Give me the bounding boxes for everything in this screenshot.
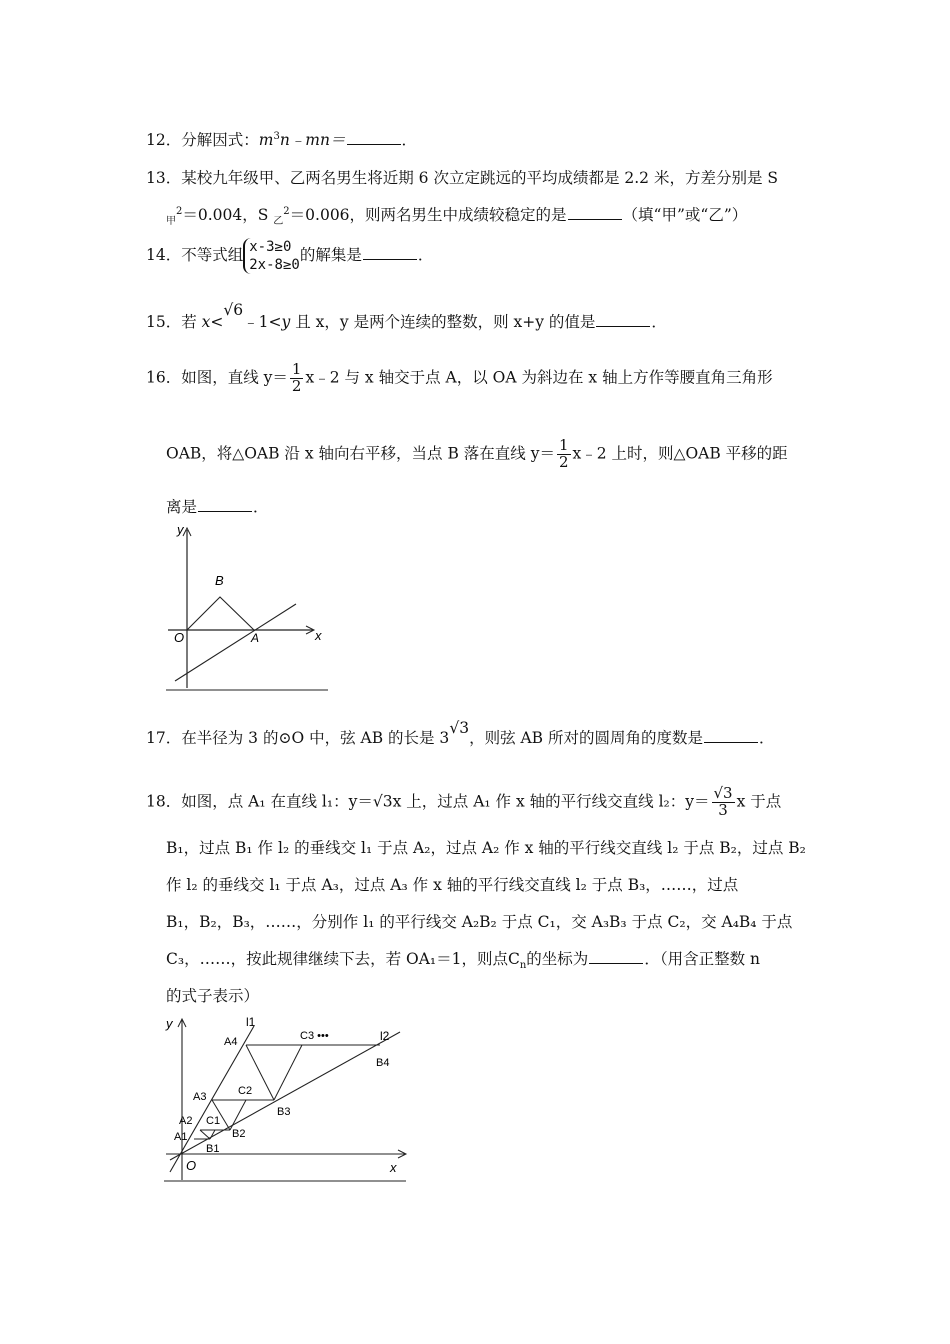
q18-perp-b1a2 [200, 1130, 210, 1139]
q16-line2-b: x﹣2 上时，则△OAB 平移的距 [572, 444, 788, 463]
q15-text-b: ﹣1< [243, 313, 282, 331]
q14-ineq1: x-3≥0 [249, 239, 292, 255]
question-12 [146, 128, 417, 150]
q15-y: y [281, 313, 291, 331]
q16-label-b: B [215, 573, 224, 588]
q17-text-a: 在半径为 3 的⊙O 中，弦 AB 的长是 3 [181, 729, 450, 747]
q12-exp: 3 [273, 130, 280, 142]
q18-par-b1c1 [210, 1130, 215, 1139]
q18-par-b2c2 [230, 1100, 246, 1130]
question-13-line2 [166, 203, 747, 227]
q15-lt: < [210, 313, 224, 331]
q15-sqrt: √6 [223, 301, 244, 319]
question-17 [146, 719, 775, 748]
q18-label-b1: B1 [206, 1143, 220, 1155]
q16-fraction-2 [557, 438, 571, 471]
q17-number: 17． [146, 729, 182, 747]
question-16-line1 [146, 362, 773, 395]
q18-par-b3c3 [274, 1045, 302, 1100]
q12-expr: n﹣mn＝ [279, 131, 346, 149]
question-18-line6: 的式子表示） [166, 987, 260, 1005]
q18-label-y: y [166, 1016, 173, 1031]
q12-number: 12． [146, 131, 182, 149]
q16-line3: 离是 [166, 498, 198, 516]
question-15 [146, 301, 667, 332]
question-16-line2 [166, 438, 788, 471]
q14-end: ． [417, 246, 434, 265]
q18-label-l1: l1 [246, 1015, 256, 1029]
q15-end: ． [651, 313, 667, 331]
q16-label-y: y [177, 522, 184, 537]
q16-fraction [290, 362, 304, 395]
q15-number: 15． [146, 313, 182, 331]
q15-text-c: 且 x，y 是两个连续的整数，则 x+y 的值是 [290, 313, 596, 331]
q18-line1-b: x 上，过点 A₁ 作 x 轴的平行线交直线 l₂：y＝ [392, 792, 710, 811]
q12-m: m [258, 131, 274, 149]
q18-label-c3: C3 ••• [300, 1030, 329, 1042]
q13-end: （填“甲”或“乙”） [622, 206, 748, 224]
q18-line1-c: x 于点 [736, 792, 782, 811]
q17-text-b: ，则弦 AB 所对的圆周角的度数是 [469, 729, 704, 747]
q18-label-c1: C1 [206, 1115, 221, 1127]
q12-end: ． [401, 131, 418, 149]
q16-line1-b: x﹣2 与 x 轴交于点 A，以 OA 为斜边在 x 轴上方作等腰直角三角形 [305, 368, 773, 387]
q13-sub-jia: 甲 [166, 216, 176, 228]
q14-ineq2: 2x-8≥0 [249, 257, 300, 274]
q16-label-o: O [174, 630, 185, 645]
q18-label-a4: A4 [224, 1036, 238, 1048]
q18-frac-den: 3 [718, 800, 728, 819]
q16-label-x: x [315, 628, 322, 643]
q18-line5-b: 的坐标为 [526, 950, 589, 968]
q16-frac-num: 1 [291, 360, 302, 378]
q13-sup-b: 2 [283, 205, 290, 217]
q18-label-b3: B3 [277, 1106, 291, 1118]
q18-label-o: O [186, 1158, 197, 1173]
question-18-line4: B₁，B₂，B₃，……，分别作 l₁ 的平行线交 A₂B₂ 于点 C₁，交 A₃B₃ 于点 C₂，交 A₄B₄ 于点 [166, 913, 793, 931]
q14-inequality-system [243, 238, 300, 274]
q18-answer-blank[interactable] [589, 962, 643, 964]
q16-frac2-num: 1 [558, 436, 569, 454]
q16-frac2-den: 2 [558, 452, 569, 471]
q14-text-b: 的解集是 [299, 246, 362, 265]
q18-frac-num: √3 [713, 784, 733, 802]
question-18-line5 [166, 947, 760, 971]
q18-label-a3: A3 [193, 1091, 207, 1103]
q13-line1: 某校九年级甲、乙两名男生将近期 6 次立定跳远的平均成绩都是 2.2 米，方差分别是 S [181, 169, 779, 187]
q18-sqrt3: √3 [372, 792, 393, 811]
q15-x: x [201, 313, 211, 331]
q16-number: 16． [146, 368, 182, 387]
q18-fraction [712, 786, 735, 819]
q18-label-b4: B4 [376, 1057, 390, 1069]
q13-number: 13． [146, 169, 182, 187]
q13-sub-yi: 乙 [273, 216, 284, 228]
q17-sqrt: √3 [449, 719, 470, 737]
q18-line1-a: 如图，点 A₁ 在直线 l₁：y＝ [181, 792, 373, 811]
q16-triangle [187, 597, 254, 630]
q13-v-jia: ＝0.004，S [182, 206, 274, 224]
q18-label-l2: l2 [380, 1029, 390, 1043]
q18-label-a1: A1 [174, 1131, 188, 1143]
question-13-line1 [146, 166, 778, 188]
question-18-line1 [146, 786, 781, 819]
q18-line5-sub: n [519, 960, 527, 972]
q16-line-graph [175, 604, 296, 681]
question-14 [146, 238, 433, 274]
question-16-line3 [166, 495, 269, 517]
q14-answer-blank[interactable] [363, 258, 417, 260]
q18-label-a2: A2 [179, 1115, 193, 1127]
q14-number: 14． [146, 246, 182, 265]
q16-answer-blank[interactable] [198, 510, 252, 512]
q13-sup: 2 [176, 205, 183, 217]
q17-answer-blank[interactable] [704, 741, 758, 743]
q18-label-x: x [390, 1160, 397, 1175]
question-18-line3: 作 l₂ 的垂线交 l₁ 于点 A₃，过点 A₃ 作 x 轴的平行线交直线 l₂ 于点 B₃，……，过点 [166, 876, 739, 894]
q16-frac-den: 2 [291, 376, 302, 395]
question-18-line2: B₁，过点 B₁ 作 l₂ 的垂线交 l₁ 于点 A₂，过点 A₂ 作 x 轴的平行线交直线 l₂ 于点 B₂，过点 B₂ [166, 839, 806, 857]
q18-label-c2: C2 [238, 1085, 253, 1097]
q15-text: 若 [181, 313, 202, 331]
q17-end: ． [759, 729, 775, 747]
q16-line1-a: 如图，直线 y＝ [181, 368, 288, 387]
q16-label-a: A [251, 631, 260, 645]
q18-figure [162, 1012, 412, 1187]
q18-label-b2: B2 [232, 1128, 246, 1140]
q18-line5-c: ．（用含正整数 n [644, 950, 760, 968]
q16-end: ． [253, 498, 269, 516]
q18-number: 18． [146, 792, 182, 811]
q15-answer-blank[interactable] [596, 325, 650, 327]
q18-line5-a: C₃，……，按此规律继续下去，若 OA₁＝1，则点C [166, 950, 520, 968]
q12-answer-blank[interactable] [347, 143, 401, 145]
q14-text: 不等式组 [181, 246, 244, 265]
q12-text: 分解因式： [181, 131, 259, 149]
q16-figure [163, 518, 333, 693]
q13-v-yi: ＝0.006，则两名男生中成绩较稳定的是 [289, 206, 567, 224]
q16-line2-a: OAB，将△OAB 沿 x 轴向右平移，当点 B 落在直线 y＝ [166, 444, 555, 463]
q13-answer-blank[interactable] [568, 218, 622, 220]
